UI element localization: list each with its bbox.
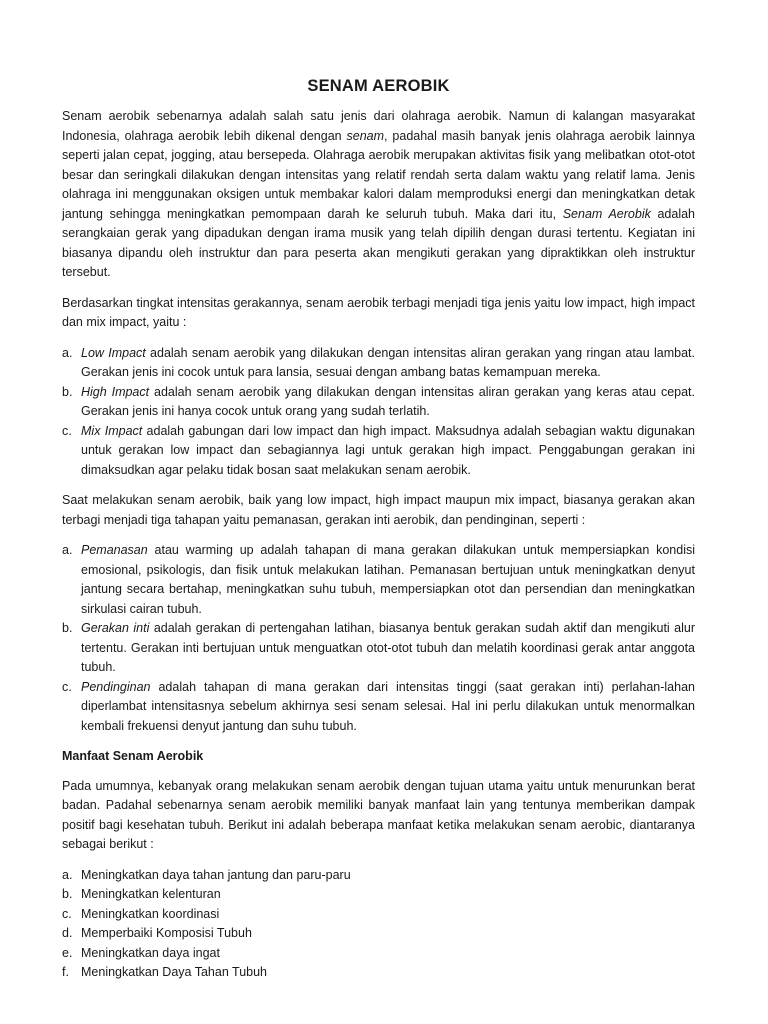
intro-text-2: , padahal masih banyak jenis olahraga aerobik lainnya seperti jalan cepat, jogging, atau bersepeda. Olahraga aerobik merupakan aktivitas fisik yang melibatkan otot-otot besar dan seringkali dilakukan dengan intensitas yang relatif rendah serta dalam waktu yang relatif lama. Jenis olahraga ini menggunakan oksigen untuk membakar kalori dalam memproduksi energi dan meningkatkan detak jantung sehingga meningkatkan pemompaan darah ke seluruh tubuh. Maka dari itu, bbox=[62, 128, 695, 221]
list-marker: c. bbox=[62, 906, 72, 921]
stages-list bbox=[62, 541, 695, 736]
list-marker: b. bbox=[62, 887, 73, 901]
list-item bbox=[62, 866, 695, 886]
list-term: Gerakan inti bbox=[81, 621, 150, 635]
list-term: Pemanasan bbox=[81, 543, 148, 557]
list-term: Low Impact bbox=[81, 345, 146, 360]
list-item bbox=[62, 963, 695, 983]
list-item bbox=[62, 944, 695, 964]
list-marker: d. bbox=[62, 926, 73, 940]
list-marker: a. bbox=[62, 867, 73, 882]
list-item bbox=[62, 422, 695, 481]
list-marker: a. bbox=[62, 345, 73, 360]
list-text: adalah tahapan di mana gerakan dari intensitas tinggi (saat gerakan inti) perlahan-lahan diperlambat intensitasnya sebelum akhirnya sesi senam selesai. Hal ini perlu dilakukan untuk menormalkan kembali frekuensi denyut jantung dan suhu tubuh. bbox=[81, 679, 695, 733]
list-term: Mix Impact bbox=[81, 423, 143, 438]
list-term: High Impact bbox=[81, 384, 150, 399]
benefits-heading: Manfaat Senam Aerobik bbox=[62, 749, 204, 763]
list-marker: e. bbox=[62, 945, 73, 960]
list-item bbox=[62, 383, 695, 422]
intro-text-1: Senam aerobik sebenarnya adalah salah satu jenis dari olahraga aerobik. Namun di kalangan masyarakat Indonesia, olahraga aerobik lebih dikenal dengan bbox=[62, 109, 695, 143]
list-text: adalah senam aerobik yang dilakukan dengan intensitas aliran gerakan yang keras atau cepat. Gerakan jenis ini hanya cocok untuk orang yang sudah terlatih. bbox=[81, 384, 696, 418]
intensity-intro-paragraph: Berdasarkan tingkat intensitas gerakannya, senam aerobik terbagi menjadi tiga jenis yaitu low impact, high impact dan mix impact, yaitu : bbox=[62, 295, 695, 329]
list-item bbox=[62, 924, 695, 944]
list-marker: c. bbox=[62, 423, 72, 438]
page-title: SENAM AEROBIK bbox=[307, 77, 450, 95]
intro-emphasis-senam: senam bbox=[346, 128, 385, 143]
stages-intro-paragraph: Saat melakukan senam aerobik, baik yang low impact, high impact maupun mix impact, biasanya gerakan akan terbagi menjadi tiga tahapan yaitu pemanasan, gerakan inti aerobik, dan pendinginan, seperti : bbox=[62, 493, 695, 527]
list-text: Meningkatkan koordinasi bbox=[81, 906, 220, 921]
list-item bbox=[62, 344, 695, 383]
list-item bbox=[62, 619, 695, 678]
list-marker: b. bbox=[62, 621, 73, 635]
intensity-list bbox=[62, 344, 695, 481]
list-text: Meningkatkan daya ingat bbox=[81, 945, 220, 960]
intro-emphasis-senam-aerobik: Senam Aerobik bbox=[562, 206, 651, 221]
list-text: adalah gerakan di pertengahan latihan, biasanya bentuk gerakan sudah aktif dan mengikuti alur tertentu. Gerakan inti bertujuan untuk menguatkan otot-otot tubuh dan melatih koordinasi gerak antar anggota tubuh. bbox=[81, 621, 695, 674]
list-text: atau warming up adalah tahapan di mana gerakan dilakukan untuk mempersiapkan kondisi emosional, psikologis, dan fisik untuk melakukan latihan. Pemanasan bertujuan untuk meningkatkan denyut jantung secara bertahap, meningkatkan suhu tubuh, mempersiapkan otot dan persendian dan meningkatkan sirkulasi cairan tubuh. bbox=[81, 543, 695, 616]
intro-paragraph bbox=[62, 107, 695, 283]
benefits-list bbox=[62, 866, 695, 983]
list-item bbox=[62, 541, 695, 619]
list-text: Memperbaiki Komposisi Tubuh bbox=[81, 926, 252, 940]
list-term: Pendinginan bbox=[81, 679, 151, 694]
list-item bbox=[62, 678, 695, 737]
list-marker: b. bbox=[62, 384, 73, 399]
list-marker: a. bbox=[62, 543, 73, 557]
list-marker: c. bbox=[62, 679, 72, 694]
list-item bbox=[62, 885, 695, 905]
list-marker: f. bbox=[62, 965, 69, 979]
list-text: Meningkatkan daya tahan jantung dan paru-paru bbox=[81, 867, 351, 882]
intro-text-3: adalah serangkaian gerak yang dipadukan dengan irama musik yang telah dipilih dengan durasi tertentu. Kegiatan ini biasanya dipandu oleh instruktur dan para peserta akan mengikuti gerakan yang dipraktikkan oleh instruktur tersebut. bbox=[62, 206, 696, 279]
list-text: adalah senam aerobik yang dilakukan dengan intensitas aliran gerakan yang ringan atau lambat. Gerakan jenis ini cocok untuk para lansia, sesuai dengan ambang batas kemampuan mereka. bbox=[81, 345, 695, 379]
list-text: adalah gabungan dari low impact dan high impact. Maksudnya adalah sebagian waktu digunakan untuk gerakan low impact dan sebagiannya lagi untuk gerakan high impact. Penggabungan gerakan ini dimaksudkan agar pelaku tidak bosan saat melakukan senam aerobik. bbox=[81, 423, 695, 477]
list-item bbox=[62, 905, 695, 925]
list-text: Meningkatkan Daya Tahan Tubuh bbox=[81, 965, 268, 979]
list-text: Meningkatkan kelenturan bbox=[81, 887, 221, 901]
benefits-intro-paragraph: Pada umumnya, kebanyak orang melakukan senam aerobik dengan tujuan utama yaitu untuk menurunkan berat badan. Padahal sebenarnya senam aerobik memiliki banyak manfaat lain yang tentunya memberikan dampak positif bagi kesehatan tubuh. Berikut ini adalah beberapa manfaat ketika melakukan senam aerobic, diantaranya sebagai berikut : bbox=[62, 778, 695, 851]
